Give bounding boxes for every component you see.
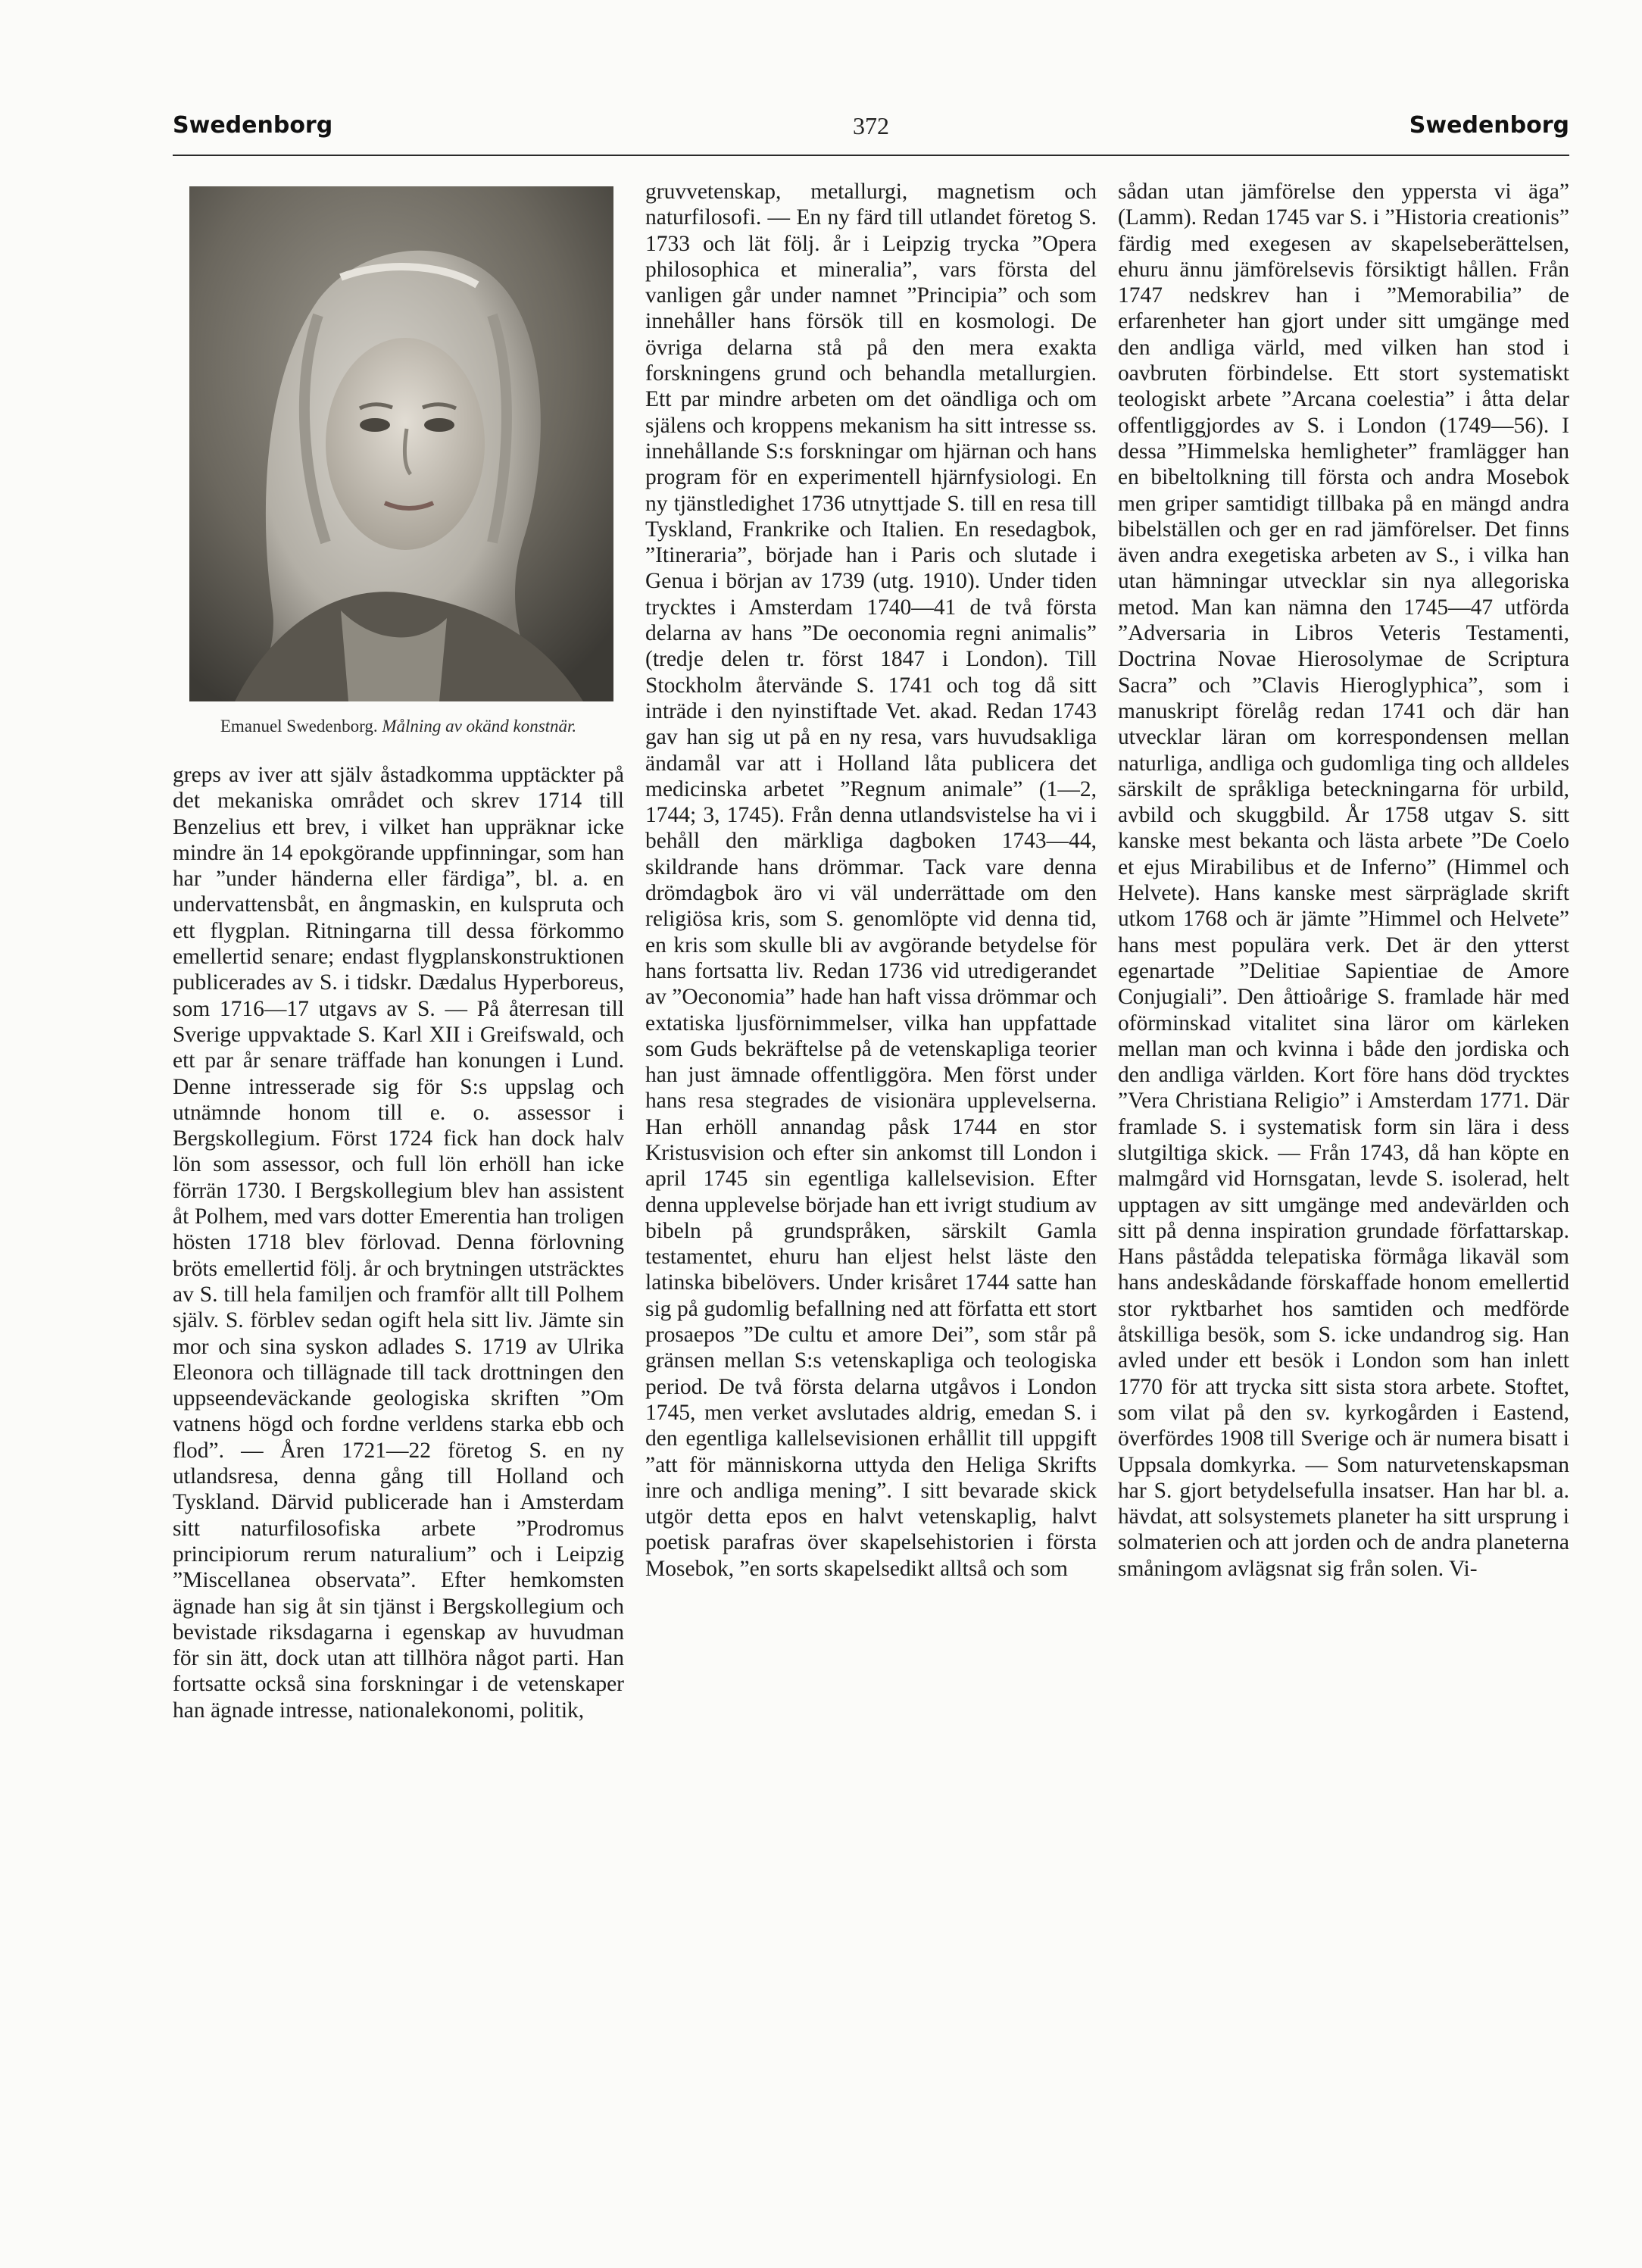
text-column-3 xyxy=(1118,179,1569,1582)
running-head-right: Swedenborg xyxy=(1409,112,1569,139)
caption-italic: Målning av okänd konstnär. xyxy=(382,717,577,736)
header-rule xyxy=(173,155,1569,156)
figure-caption xyxy=(173,715,624,738)
column-1-text: greps av iver att själv åstadkomma upptäckter på det mekaniska området och skrev 1714 till Benzelius ett brev, i vilket han uppräknar icke mindre än 14 epokgörande uppfinningar, som han har ”under händerna eller färdiga”, bl. a. en undervattensbåt, en ångmaskin, en kulspruta och ett flygplan. Ritningarna till dessa förkommo emellertid senare; endast flygplanskonstruktionen publicerades av S. i tidskr. Dædalus Hyperboreus, som 1716—17 utgavs av S. — På återresan till Sverige uppvaktade S. Karl XII i Greifswald, och ett par år senare träffade han konungen i Lund. Denne intresserade sig för S:s uppslag och utnämnde honom till e. o. assessor i Bergskollegium. Först 1724 fick han dock halv lön som assessor, och full lön erhöll han icke förrän 1730. I Bergskollegium blev han assistent åt Polhem, med vars dotter Emerentia han troligen hösten 1718 blev förlovad. Denna förlovning bröts emellertid följ. år och brytningen utsträcktes av S. till hela familjen och framför allt till Polhem själv. S. förblev sedan ogift hela sitt liv. Jämte sin mor och sina syskon adlades S. 1719 av Ulrika Eleonora och tillägnade till tack drottningen den uppseendeväckande geologiska skriften ”Om vatnens högd och fordne verldens starka ebb och flod”. — Åren 1721—22 företog S. en ny utlandsresa, denna gång till Holland och Tyskland. Därvid publicerade han i Amsterdam sitt naturfilosofiska arbete ”Prodromus principiorum rerum naturalium” och i Leipzig ”Miscellanea observata”. Efter hemkomsten ägnade han sig åt sin tjänst i Bergskollegium och bevistade riksdagarna i egenskap av huvudman för sin ätt, dock utan att tillhöra något parti. Han fortsatte också sina forskningar i de vetenskaper han ägnade intresse, nationalekonomi, politik, xyxy=(173,763,624,1723)
caption-plain: Emanuel Swedenborg. xyxy=(220,717,378,736)
portrait-image xyxy=(189,186,613,701)
column-2-text: gruvvetenskap, metallurgi, magnetism och naturfilosofi. — En ny färd till utlandet företog S. 1733 och lät följ. år i Leipzig trycka ”Opera philosophica et mineralia”, vars första del vanligen går under namnet ”Principia” och som innehåller hans försök till en kosmologi. De övriga delarna stå på den mera exakta forskningens grund och behandla metallurgien. Ett par mindre arbeten om det oändliga och om själens och kroppens mekanism ha sitt intresse ss. innehållande S:s forskningar om hjärnan och hans program för en experimentell hjärnfysiologi. En ny tjänstledighet 1736 utnyttjade S. till en resa till Tyskland, Frankrike och Italien. En resedagbok, ”Itineraria”, började han i Paris och slutade i Genua i början av 1739 (utg. 1910). Under tiden trycktes i Amsterdam 1740—41 de två första delarna av hans ”De oeconomia regni animalis” (tredje delen tr. först 1847 i London). Till Stockholm återvände S. 1741 och tog då sitt inträde i den nyinstiftade Vet. akad. Redan 1743 gav han sig ut på en ny resa, vars huvudsakliga ändamål var att i Holland låta publicera det medicinska arbetet ”Regnum animale” (1—2, 1744; 3, 1745). Från denna utlandsvistelse ha vi i behåll den märkliga dagboken 1743—44, skildrande hans drömmar. Tack vare denna drömdagbok äro vi väl underrättade om den religiösa kris, som S. genomlöpte vid denna tid, en kris som skulle bli av avgörande betydelse för hans fortsatta liv. Redan 1736 vid utredigerandet av ”Oeconomia” hade han haft vissa drömmar och extatiska ljusförnimmelser, vilka han uppfattade som Guds bekräftelse på de vetenskapliga teorier han just ämnade offentliggöra. Men först under hans resa stegrades de visionära upplevelserna. Han erhöll annandag påsk 1744 en stor Kristusvision och efter sin ankomst till London i april 1745 sin egentliga kallelsevision. Efter denna upplevelse började han ett ivrigt studium av bibeln på grundspråken, särskilt Gamla testamentet, ehuru han eljest helst läste den latinska bibelövers. Under krisåret 1744 satte han sig på gudomlig befallning ned att författa ett stort prosaepos ”De cultu et amore Dei”, som står på gränsen mellan S:s vetenskapliga och teologiska period. De två första delarna utgåvos i London 1745, men verket avslutades aldrig, emedan S. i den egentliga kallelsevisionen erhållit till uppgift ”att för människorna uttyda den Heliga Skrifts inre och andliga mening”. I sitt bevarade skick utgör detta epos en halvt vetenskaplig, halvt poetisk parafras över skapelsehistorien i första Mosebok, ”en sorts skapelsedikt alltså och som xyxy=(645,180,1097,1581)
running-head xyxy=(173,112,1569,158)
text-column-1 xyxy=(173,179,624,1723)
running-head-left: Swedenborg xyxy=(173,112,333,139)
text-column-2 xyxy=(645,179,1097,1582)
column-3-text: sådan utan jämförelse den yppersta vi äga” (Lamm). Redan 1745 var S. i ”Historia creationis” färdig med exegesen av skapelseberättelsen, ehuru ännu jämförelsevis försiktigt hållen. Från 1747 nedskrev han i ”Memorabilia” de erfarenheter han gjort under sitt umgänge med den andliga värld, med vilken han stod i oavbruten förbindelse. Ett stort systematiskt teologiskt arbete ”Arcana coelestia” i åtta delar offentliggjordes av S. i London (1749—56). I dessa ”Himmelska hemligheter” framlägger han en bibeltolkning till första och andra Mosebok men griper samtidigt tillbaka på en mängd andra bibelställen och ger en rad jämförelser. Det finns även andra exegetiska arbeten av S., i vilka han utan hämningar utvecklar sin nya allegoriska metod. Man kan nämna den 1745—47 utförda ”Adversaria in Libros Veteris Testamenti, Doctrina Novae Hierosolymae de Scriptura Sacra” och ”Clavis Hieroglyphica”, som i manuskript förelåg redan 1741 och där han utvecklar läran om korrespondensen mellan naturliga, andliga och gudomliga ting och alldeles särskilt de språkliga beteckningarna för urbild, avbild och skuggbild. År 1758 utgav S. sitt kanske mest bekanta och lästa arbete ”De Coelo et ejus Mirabilibus et de Inferno” (Himmel och Helvete). Hans kanske mest särpräglade skrift utkom 1768 och är jämte ”Himmel och Helvete” hans mest populära verk. Det är den ytterst egenartade ”Delitiae Sapientiae de Amore Conjugiali”. Den åttioårige S. framlade här med oförminskad vitalitet sina läror om kärleken mellan man och kvinna i både den jordiska och den andliga världen. Kort före hans död trycktes ”Vera Christiana Religio” i Amsterdam 1771. Där framlade S. i systematisk form sin lära i dess slutgiltiga skick. — Från 1743, då han köpte en malmgård vid Hornsgatan, levde S. isolerad, helt upptagen av sitt umgänge med andevärlden och sitt på denna inspiration grundade författarskap. Hans påstådda telepatiska förmåga likaväl som hans andeskådande förskaffade honom emellertid stor ryktbarhet hos samtiden och medförde åtskilliga besök, som S. icke undandrog sig. Han avled under ett besök i London som han inlett 1770 för att trycka sitt sista stora arbete. Stoftet, som vilat på den sv. kyrkogården i Eastend, överfördes 1908 till Sverige och är numera bisatt i Uppsala domkyrka. — Som naturvetenskapsman har S. gjort betydelsefulla insatser. Han har bl. a. hävdat, att solsystemets planeter ha sitt ursprung i solmaterien och att jorden och de andra planeterna småningom avlägsnat sig från solen. Vi- xyxy=(1118,180,1569,1581)
page-number: 372 xyxy=(853,112,889,139)
